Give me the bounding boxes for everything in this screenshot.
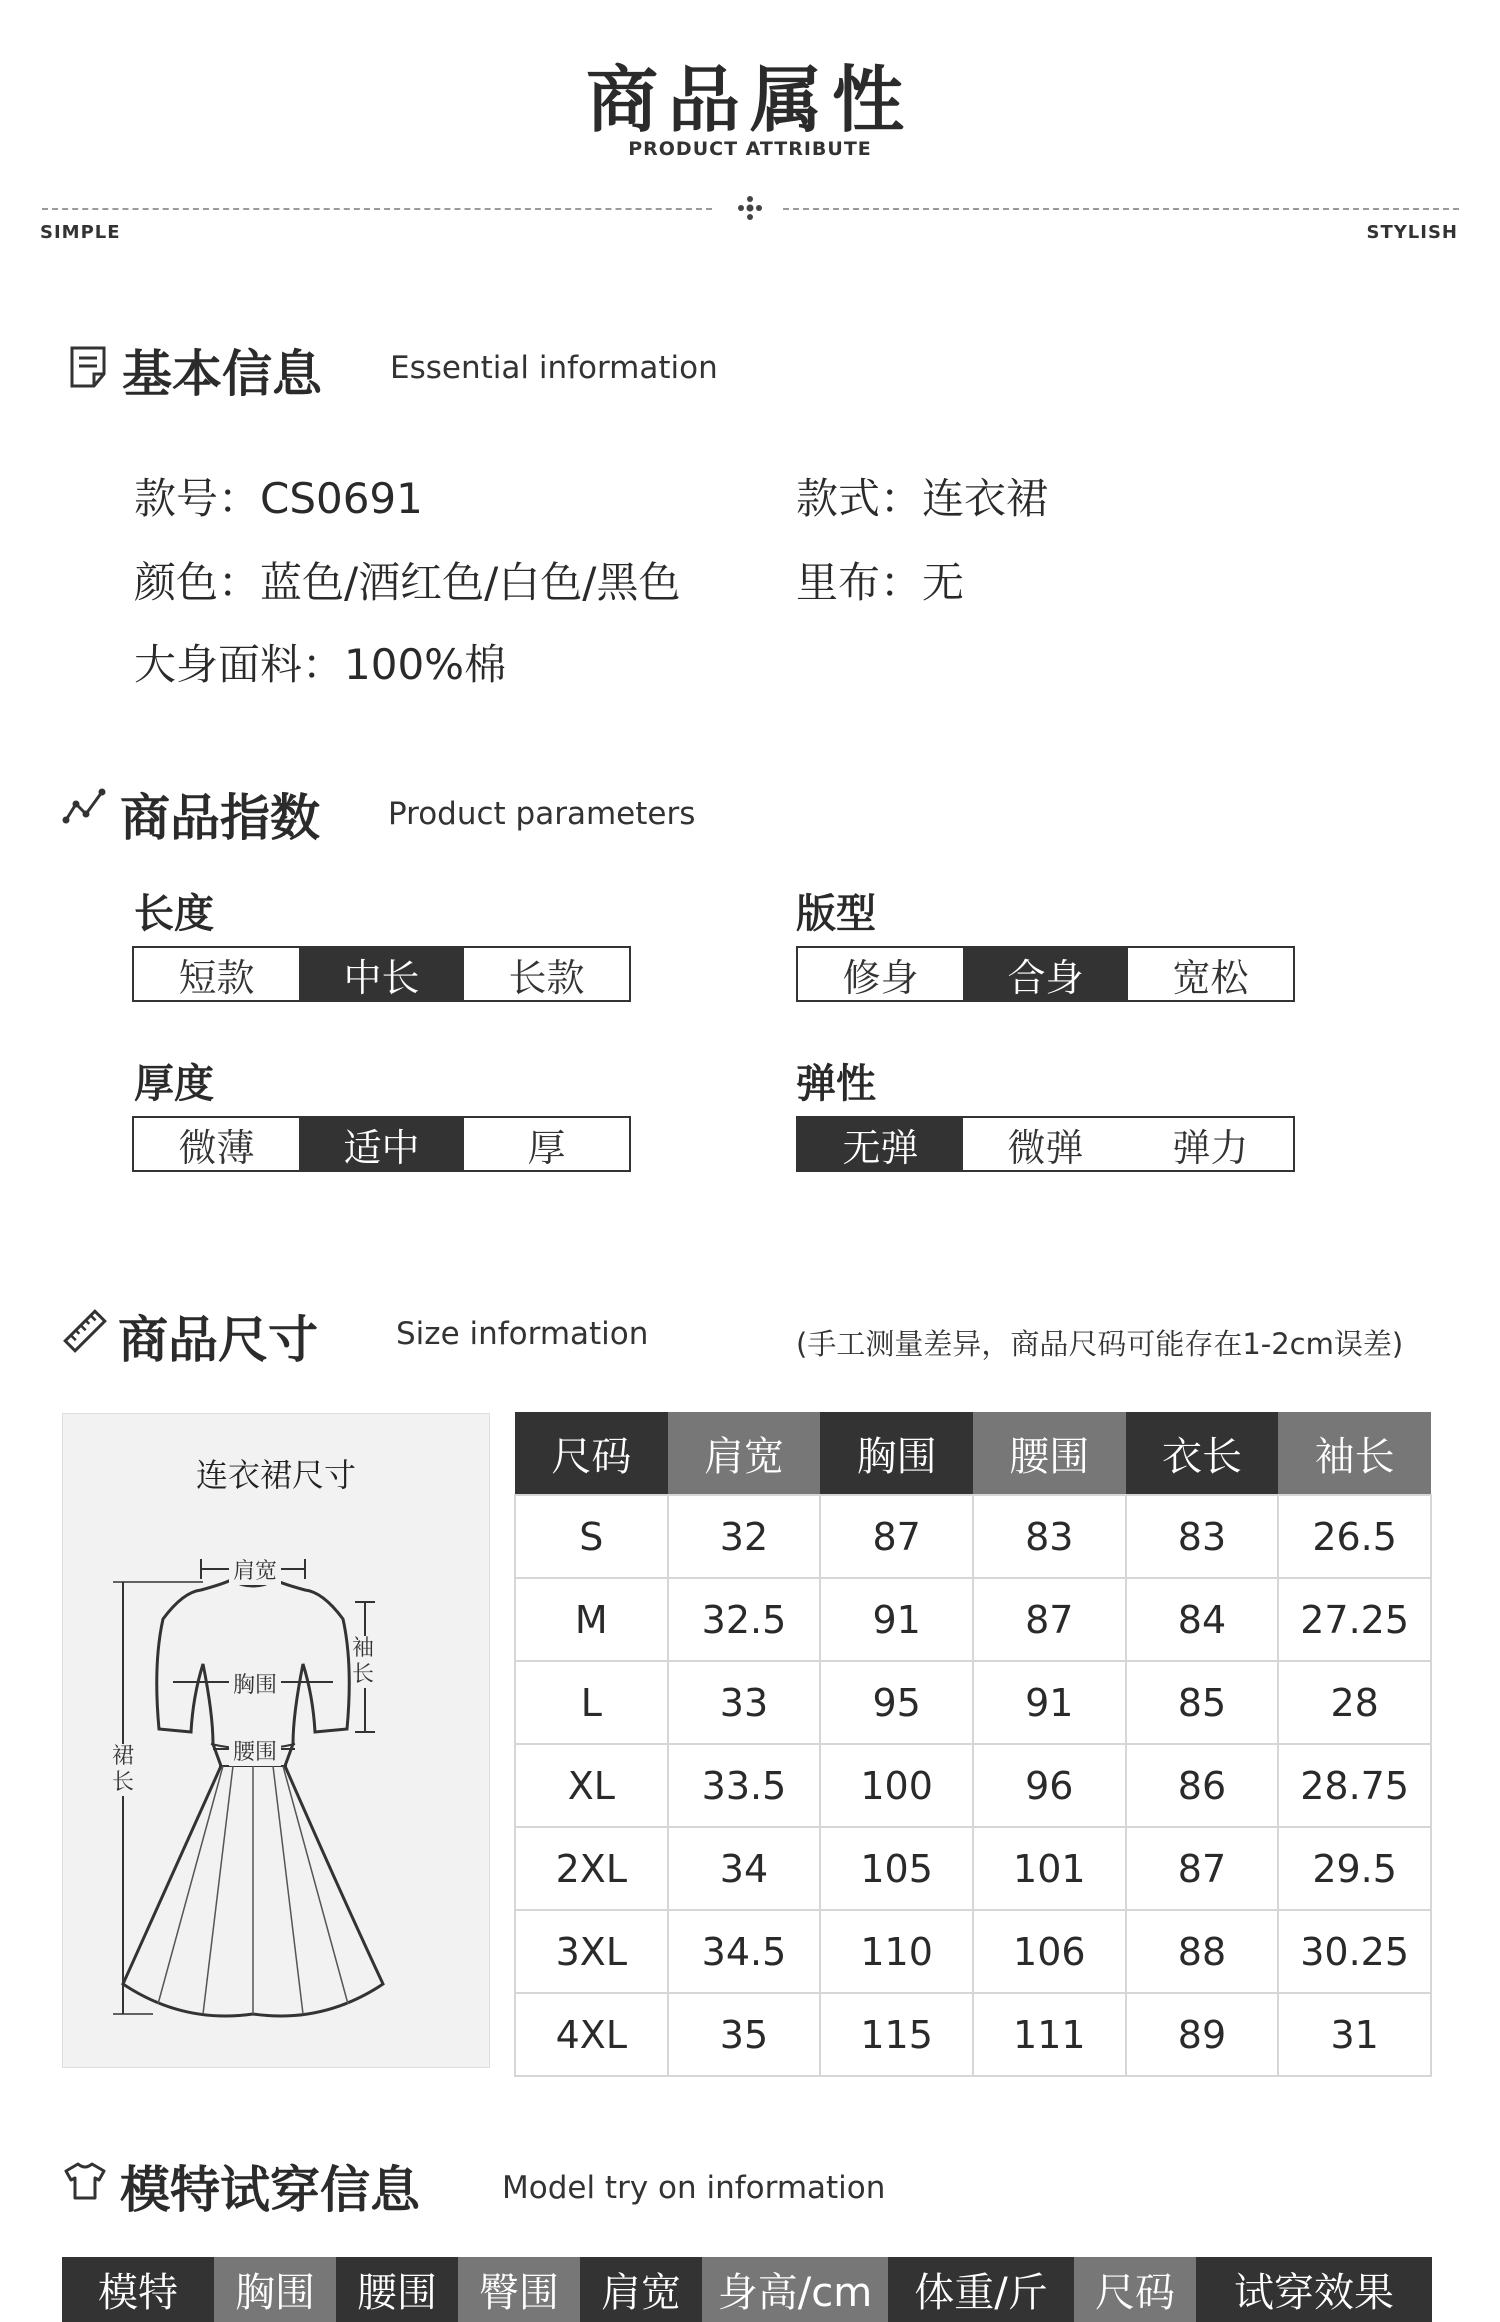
table-cell: 110 bbox=[820, 1910, 973, 1993]
basic-info-title: 基本信息 bbox=[122, 345, 322, 403]
size-col-chest: 胸围 bbox=[820, 1412, 973, 1495]
model-col-shoulder: 肩宽 bbox=[580, 2257, 702, 2322]
table-cell: 32.5 bbox=[668, 1578, 821, 1661]
param-length-option-short: 短款 bbox=[134, 948, 299, 1000]
diagram-label-chest: 胸围 bbox=[229, 1668, 281, 1699]
ruler-icon bbox=[62, 1308, 108, 1354]
table-cell: 86 bbox=[1126, 1744, 1279, 1827]
basic-info-title-en: Essential information bbox=[390, 350, 718, 386]
table-row bbox=[515, 1661, 1431, 1744]
size-table bbox=[514, 1412, 1432, 2077]
table-cell: 2XL bbox=[515, 1827, 668, 1910]
page-subtitle: PRODUCT ATTRIBUTE bbox=[628, 138, 872, 160]
table-cell: 106 bbox=[973, 1910, 1126, 1993]
size-table-header-row bbox=[515, 1412, 1431, 1495]
info-lining: 里布：无 bbox=[796, 558, 965, 607]
table-cell: 91 bbox=[973, 1661, 1126, 1744]
table-row bbox=[515, 1744, 1431, 1827]
table-cell: 3XL bbox=[515, 1910, 668, 1993]
table-row bbox=[515, 1495, 1431, 1578]
param-length-option-mid: 中长 bbox=[299, 948, 464, 1000]
size-col-length: 衣长 bbox=[1126, 1412, 1279, 1495]
param-fit-option-slim: 修身 bbox=[798, 948, 963, 1000]
model-col-chest: 胸围 bbox=[214, 2257, 336, 2322]
table-cell: 85 bbox=[1126, 1661, 1279, 1744]
table-row bbox=[515, 1827, 1431, 1910]
table-cell: 33.5 bbox=[668, 1744, 821, 1827]
param-elasticity-option-stretch: 弹力 bbox=[1128, 1118, 1293, 1170]
tag-simple: SIMPLE bbox=[40, 222, 121, 243]
model-col-size: 尺码 bbox=[1074, 2257, 1196, 2322]
param-thickness-scale bbox=[132, 1116, 631, 1172]
size-col-sleeve: 袖长 bbox=[1278, 1412, 1431, 1495]
ornament-icon bbox=[730, 190, 770, 226]
table-row bbox=[515, 1910, 1431, 1993]
table-cell: 96 bbox=[973, 1744, 1126, 1827]
model-col-hip: 臀围 bbox=[458, 2257, 580, 2322]
table-cell: 88 bbox=[1126, 1910, 1279, 1993]
table-cell: 100 bbox=[820, 1744, 973, 1827]
size-title-en: Size information bbox=[396, 1316, 649, 1352]
table-cell: S bbox=[515, 1495, 668, 1578]
size-col-size: 尺码 bbox=[515, 1412, 668, 1495]
diagram-label-length: 裙长 bbox=[111, 1744, 134, 1795]
param-length-scale bbox=[132, 946, 631, 1002]
param-thickness-option-thin: 微薄 bbox=[134, 1118, 299, 1170]
param-thickness-option-medium: 适中 bbox=[299, 1118, 464, 1170]
table-cell: 84 bbox=[1126, 1578, 1279, 1661]
trend-line-icon bbox=[62, 784, 108, 830]
diagram-label-waist: 腰围 bbox=[229, 1735, 281, 1766]
table-cell: M bbox=[515, 1578, 668, 1661]
size-col-shoulder: 肩宽 bbox=[668, 1412, 821, 1495]
params-title-en: Product parameters bbox=[388, 796, 696, 832]
table-cell: 95 bbox=[820, 1661, 973, 1744]
size-title: 商品尺寸 bbox=[118, 1311, 318, 1369]
table-cell: 33 bbox=[668, 1661, 821, 1744]
model-col-weight: 体重/斤 bbox=[888, 2257, 1074, 2322]
info-style-number: 款号：CS0691 bbox=[134, 474, 423, 523]
table-cell: 101 bbox=[973, 1827, 1126, 1910]
size-note: (手工测量差异，商品尺码可能存在1-2cm误差) bbox=[796, 1327, 1404, 1361]
divider-left bbox=[42, 208, 712, 210]
table-cell: 83 bbox=[1126, 1495, 1279, 1578]
model-col-waist: 腰围 bbox=[336, 2257, 458, 2322]
table-cell: 83 bbox=[973, 1495, 1126, 1578]
document-icon bbox=[66, 344, 112, 390]
model-col-fit-effect: 试穿效果 bbox=[1196, 2257, 1432, 2322]
model-title: 模特试穿信息 bbox=[120, 2161, 420, 2219]
info-fabric: 大身面料：100%棉 bbox=[134, 640, 507, 689]
param-length-label: 长度 bbox=[134, 891, 214, 937]
table-cell: 30.25 bbox=[1278, 1910, 1431, 1993]
table-row bbox=[515, 1993, 1431, 2076]
param-fit-option-regular: 合身 bbox=[963, 948, 1128, 1000]
table-cell: 34 bbox=[668, 1827, 821, 1910]
table-cell: XL bbox=[515, 1744, 668, 1827]
param-elasticity-option-slight: 微弹 bbox=[963, 1118, 1128, 1170]
table-cell: 32 bbox=[668, 1495, 821, 1578]
model-table-header-row bbox=[62, 2257, 1432, 2322]
divider-right bbox=[783, 208, 1459, 210]
table-cell: 34.5 bbox=[668, 1910, 821, 1993]
table-cell: 4XL bbox=[515, 1993, 668, 2076]
table-cell: 28 bbox=[1278, 1661, 1431, 1744]
table-cell: 35 bbox=[668, 1993, 821, 2076]
params-title: 商品指数 bbox=[120, 789, 320, 847]
info-style: 款式：连衣裙 bbox=[796, 474, 1049, 523]
table-cell: 91 bbox=[820, 1578, 973, 1661]
param-thickness-label: 厚度 bbox=[134, 1061, 214, 1107]
table-cell: 29.5 bbox=[1278, 1827, 1431, 1910]
tag-stylish: STYLISH bbox=[1366, 222, 1458, 243]
table-cell: 87 bbox=[1126, 1827, 1279, 1910]
table-cell: 87 bbox=[973, 1578, 1126, 1661]
param-elasticity-label: 弹性 bbox=[796, 1061, 876, 1107]
param-elasticity-option-none: 无弹 bbox=[798, 1118, 963, 1170]
model-title-en: Model try on information bbox=[502, 2170, 886, 2206]
table-cell: 27.25 bbox=[1278, 1578, 1431, 1661]
size-col-waist: 腰围 bbox=[973, 1412, 1126, 1495]
diagram-label-sleeve: 袖长 bbox=[351, 1636, 374, 1687]
diagram-title: 连衣裙尺寸 bbox=[195, 1456, 356, 1494]
table-cell: 115 bbox=[820, 1993, 973, 2076]
model-col-height: 身高/cm bbox=[702, 2257, 888, 2322]
table-cell: 89 bbox=[1126, 1993, 1279, 2076]
page-title: 商品属性 bbox=[585, 58, 914, 142]
table-cell: 28.75 bbox=[1278, 1744, 1431, 1827]
model-col-model: 模特 bbox=[62, 2257, 214, 2322]
param-fit-label: 版型 bbox=[796, 891, 876, 937]
param-fit-option-loose: 宽松 bbox=[1128, 948, 1293, 1000]
t-shirt-icon bbox=[62, 2158, 108, 2204]
table-cell: L bbox=[515, 1661, 668, 1744]
table-cell: 87 bbox=[820, 1495, 973, 1578]
table-cell: 26.5 bbox=[1278, 1495, 1431, 1578]
table-row bbox=[515, 1578, 1431, 1661]
dress-size-diagram bbox=[62, 1413, 490, 2068]
table-cell: 111 bbox=[973, 1993, 1126, 2076]
info-color: 颜色：蓝色/酒红色/白色/黑色 bbox=[134, 558, 681, 607]
param-length-option-long: 长款 bbox=[464, 948, 629, 1000]
diagram-label-shoulder: 肩宽 bbox=[229, 1554, 281, 1585]
param-elasticity-scale bbox=[796, 1116, 1295, 1172]
param-fit-scale bbox=[796, 946, 1295, 1002]
table-cell: 105 bbox=[820, 1827, 973, 1910]
table-cell: 31 bbox=[1278, 1993, 1431, 2076]
param-thickness-option-thick: 厚 bbox=[464, 1118, 629, 1170]
